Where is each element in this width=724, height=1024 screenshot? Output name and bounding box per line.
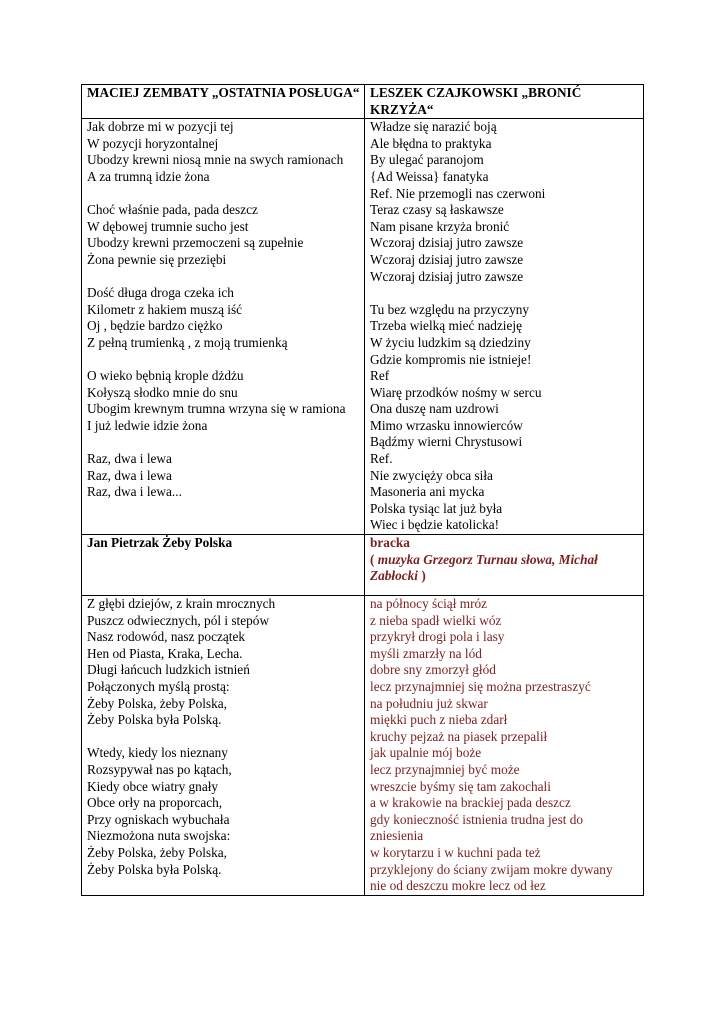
lyrics-row-2 [82,596,644,896]
lyric-line: lecz przynajmniej być może [370,761,520,777]
song-title-bracka-cell [365,535,644,596]
lyric-line: Żona pewnie się przeziębi [87,251,227,267]
lyric-line: Polska tysiąc lat już była [370,500,503,516]
lyric-line: O wieko bębnią krople dżdżu [87,368,244,384]
lyric-line: myśli zmarzły na lód [370,645,482,661]
lyric-line: Teraz czasy są łaskawsze [370,202,504,218]
lyrics-pietrzak [82,596,365,896]
lyric-line: Jak dobrze mi w pozycji tej [87,119,234,135]
lyric-line: Raz, dwa i lewa [87,451,172,467]
lyrics-czajkowski [365,119,644,535]
lyric-line: Z pełną trumienką , z moją trumienką [87,334,288,350]
song-title-bracka: bracka [370,535,410,551]
lyric-line: gdy konieczność istnienia trudna jest do zniesienia [370,811,587,844]
lyric-line: Ale błędna to praktyka [370,135,492,151]
lyric-line: Dość długa droga czeka ich [87,285,234,301]
stanza-gap [370,285,639,302]
lyric-line: W życiu ludzkim są dziedziny [370,334,531,350]
lyric-line: Gdzie kompromis nie istnieje! [370,351,532,367]
lyric-line: Ubogim krewnym trumna wrzyna się w ramiona [87,401,346,417]
lyric-line: Nam pisane krzyża bronić [370,218,510,234]
lyric-line: Oj , będzie bardzo ciężko [87,318,223,334]
lyric-line: Ubodzy krewni przemoczeni są zupełnie [87,235,304,251]
lyrics-bracka [365,596,644,896]
lyric-line: Nie zwycięży obca siła [370,467,493,483]
lyric-line: Wczoraj dzisiaj jutro zawsze [370,268,524,284]
lyric-line: Wiarę przodków nośmy w sercu [370,384,542,400]
lyric-line: przykrył drogi pola i lasy [370,629,505,645]
lyric-line: Władze się narazić boją [370,119,497,135]
lyric-line: Tu bez względu na przyczyny [370,301,530,317]
lyric-line: Raz, dwa i lewa... [87,484,182,500]
lyric-line: Ubodzy krewni niosą mnie na swych ramionach [87,152,344,168]
lyric-line: Niezmożona nuta swojska: [87,828,231,844]
lyric-line: Raz, dwa i lewa [87,467,172,483]
lyric-line: Trzeba wielką mieć nadzieję [370,318,522,334]
lyric-line: Połączonych myślą prostą: [87,679,230,694]
lyric-line: W dębowej trumnie sucho jest [87,218,249,234]
stanza-gap [87,352,360,369]
lyric-line: W pozycji horyzontalnej [87,135,219,151]
lyric-line: miękki puch z nieba zdarł [370,712,508,728]
song-title-czajkowski: LESZEK CZAJKOWSKI „BRONIĆ KRZYŻA“ [365,85,644,119]
lyric-line: Wtedy, kiedy los nieznany [87,745,228,761]
lyric-line: na południu już skwar [370,695,488,711]
header-row-1 [82,85,644,119]
lyric-line: Przy ogniskach wybuchała [87,811,230,827]
lyric-line: Żeby Polska była Polską. [87,861,222,877]
lyrics-row-1 [82,119,644,535]
lyric-line: lecz przynajmniej się można przestraszyć [370,679,591,694]
lyric-line: Bądźmy wierni Chrystusowi [370,434,523,450]
credits-text: muzyka Grzegorz Turnau słowa, Michał Zabłocki [370,551,598,584]
lyric-line: Kilometr z hakiem muszą iść [87,301,243,317]
lyric-line: Mimo wrzasku innowierców [370,417,523,433]
lyric-line: Żeby Polska była Polską. [87,712,222,728]
lyric-line: Wiec i będzie katolicka! [370,517,500,533]
lyric-line: Długi łańcuch ludzkich istnień [87,662,250,678]
lyric-line: Z głębi dziejów, z krain mrocznych [87,596,276,612]
lyric-line: Rozsypywał nas po kątach, [87,761,232,777]
lyric-line: Kołyszą słodko mnie do snu [87,384,238,400]
stanza-gap [87,186,360,203]
lyric-line: Kiedy obce wiatry gnały [87,778,219,794]
song-credits [370,552,598,584]
lyric-line: jak upalnie mój boże [370,745,482,761]
lyric-line: wreszcie byśmy się tam zakochali [370,778,551,794]
song-title-zembaty: MACIEJ ZEMBATY „OSTATNIA POSŁUGA“ [82,85,365,119]
stanza-gap [87,434,360,451]
lyric-line: Choć właśnie pada, pada deszcz [87,202,258,218]
credits-open-paren: ( [370,551,378,567]
lyric-line: kruchy pejzaż na piasek przepalił [370,728,548,744]
lyric-line: Wczoraj dzisiaj jutro zawsze [370,235,524,251]
stanza-gap [87,269,360,286]
lyric-line: A za trumną idzie żona [87,168,210,184]
lyric-line: Żeby Polska, żeby Polska, [87,695,227,711]
lyrics-table [81,84,644,896]
lyric-line: {Ad Weissa} fanatyka [370,168,489,184]
lyric-line: Obce orły na proporcach, [87,795,223,811]
lyric-line: Ref [370,368,390,384]
song-title-pietrzak: Jan Pietrzak Żeby Polska [82,535,365,596]
lyric-line: Żeby Polska, żeby Polska, [87,844,227,860]
stanza-gap [87,729,360,746]
lyric-line: dobre sny zmorzył głód [370,662,496,678]
lyric-line: nie od deszczu mokre lecz od łez [370,878,546,894]
lyric-line: na północy ściął mróz [370,596,488,612]
lyric-line: By ulegać paranojom [370,152,484,168]
lyric-line: a w krakowie na brackiej pada deszcz [370,795,571,811]
lyric-line: przyklejony do ściany zwijam mokre dywany [370,861,613,877]
lyric-line: Puszcz odwiecznych, pól i stepów [87,612,270,628]
lyric-line: I już ledwie idzie żona [87,417,208,433]
lyric-line: w korytarzu i w kuchni pada też [370,844,541,860]
lyric-line: Ref. [370,451,393,467]
lyric-line: Nasz rodowód, nasz początek [87,629,246,645]
lyric-line: Ref. Nie przemogli nas czerwoni [370,185,546,201]
lyric-line: Wczoraj dzisiaj jutro zawsze [370,251,524,267]
credits-close-paren: ) [418,568,426,584]
lyric-line: Hen od Piasta, Kraka, Lecha. [87,645,243,661]
header-row-2 [82,535,644,596]
lyric-line: z nieba spadł wielki wóz [370,612,502,628]
lyric-line: Ona duszę nam uzdrowi [370,401,499,417]
lyric-line: Masoneria ani mycka [370,484,485,500]
lyrics-zembaty [82,119,365,535]
